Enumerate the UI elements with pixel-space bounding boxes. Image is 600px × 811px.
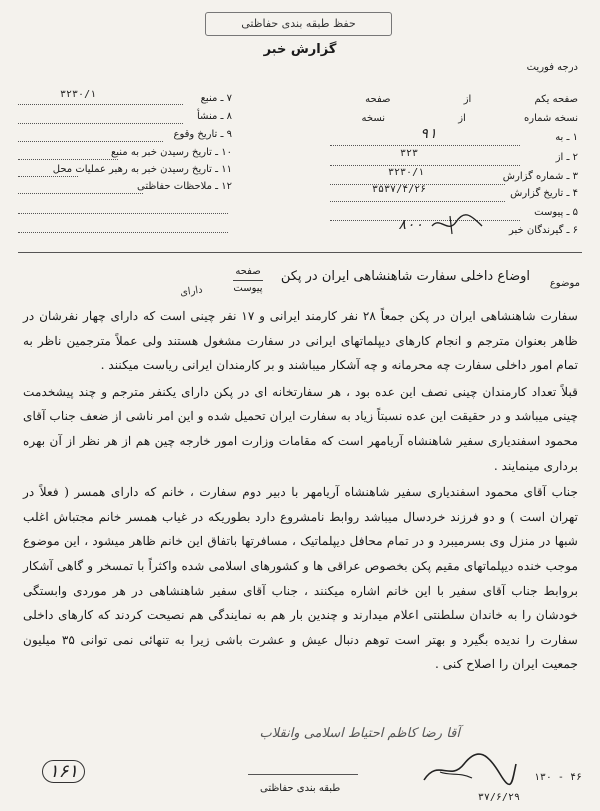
security-notes-label: ۱۲ ـ ملاحظات حفاظتی: [137, 181, 232, 192]
margin-note: دارای: [179, 284, 204, 299]
field-to: [555, 132, 578, 143]
origin-label: ۸ ـ منشأ: [196, 111, 232, 122]
bottom-code: ۴۶ - ۱۳۰: [533, 772, 582, 783]
source-value: ۳۲۳۰/۱: [60, 89, 97, 100]
signature-date: ۳۷/۶/۲۹: [477, 792, 520, 803]
report-number-value: ۳۲۳۰/۱: [388, 167, 425, 178]
source-label: ۷ ـ منبع: [200, 93, 232, 104]
news-to-leader-date-label: ۱۱ ـ تاریخ رسیدن خبر به رهبر عملیات محل: [52, 164, 232, 175]
page-word: صفحه: [365, 94, 391, 105]
dotted-line: [18, 176, 78, 177]
copy-row: [278, 113, 578, 124]
report-body: [23, 304, 578, 679]
field-origin: [197, 111, 232, 122]
body-paragraph-2: قبلاً تعداد کارمندان چینی نصف این عده بود ، هر سفارتخانه ای در پکن دارای یکنفر مترجم و چند پیشخدمت چینی میباشد و در حقیقت این عده نسبتاً زیاد به سفارت ایران تحمیل شده و این امر ناشی از ضعف جناب آقای محمود اسفندیاری سفیر شاهنشاه آریامهر است که مقامات وزارت امور خارجه چین هم از هر نظر از آن بهره برداری مینمایند .: [23, 384, 578, 473]
attachment-box: [233, 266, 263, 295]
occurrence-date-label: ۹ ـ تاریخ وقوع: [173, 129, 232, 140]
field-to-label: ۱ ـ به: [555, 132, 578, 143]
attachment-label: ۵ ـ پیوست: [534, 207, 578, 218]
body-paragraph-3: جناب آقای محمود اسفندیاری سفیر شاهنشاه آریامهر با دبیر دوم سفارت ، خانم که دارای همسر ( فعلاً در تهران است ) و دو فرزند خردسال میباشد روابط نامشروع دارد بطوریکه در غیاب همسر خانم مجتباش اغلب شبها در منزل وی بسرمیبرد و در تمام محافل دیپلماتیک ، مسافرتها باتفاق این خانم ظاهر میشود ، این موضوع موجب خنده دیپلماتهای مقیم پکن بخصوص عراقی ها و کشورهای اسلامی شده واکثراً با تمسخر و گاهی آشکار بروابط جناب آقای سفیر با این خانم اشاره میکنند ، جناب آقای سفیر شاهنشاهی در هر موردی وابستگی خودشان را به خاندان سلطنتی اعلام میدارند و چندین بار هم به نمایندگی هم نصیحت کردند که کارهای داخلی سفارت را ندیده بگیرد و بهتر است توهم دنبال عیش و عشرت باشی زیرا به تنهائی نمی توانی ۳۵ میلیون جمعیت ایران را اصلاح کنی .: [23, 485, 578, 672]
dotted-line: [18, 104, 183, 105]
dotted-line: [18, 141, 163, 142]
copy-label: نسخه شماره: [524, 113, 578, 124]
field-from: [556, 152, 578, 163]
field-recipients: [509, 225, 578, 236]
priority-label: درجه فوریت: [526, 62, 578, 73]
circled-number: ۱۶۱: [42, 760, 85, 783]
page-label: صفحه یکم: [534, 94, 578, 105]
subject-text: اوضاع داخلی سفارت شاهنشاهی ایران در پکن: [280, 269, 530, 284]
dotted-line: [18, 159, 118, 160]
dotted-line: [330, 145, 520, 146]
subject-label: موضوع: [549, 278, 580, 289]
handwritten-scribble: [430, 212, 485, 236]
dotted-line: [18, 123, 183, 124]
field-occurrence-date: [174, 129, 232, 140]
signature-icon: [420, 752, 520, 790]
field-to-value: ۹۱: [420, 126, 437, 142]
news-to-source-date-label: ۱۰ ـ تاریخ رسیدن خبر به منبع: [110, 147, 232, 158]
dotted-line: [330, 201, 505, 202]
field-report-date: [510, 188, 578, 199]
report-title: گزارش خبر: [263, 42, 337, 57]
dotted-line: [330, 220, 520, 221]
recipients-value: ۸۰۰: [398, 217, 424, 233]
recipients-label: ۶ ـ گیرندگان خبر: [508, 225, 578, 236]
dotted-line: [18, 193, 143, 194]
footer-classification: طبقه بندی حفاظتی: [260, 783, 341, 794]
field-news-to-source-date: [111, 147, 232, 158]
attachment-label: پیوست: [233, 283, 263, 294]
field-news-to-leader-date: [53, 164, 232, 175]
attachment-divider: [233, 280, 263, 281]
copy-from: از: [458, 113, 466, 124]
field-source: [201, 93, 232, 104]
report-date-value: ۳۵۳۷/۴/۲۶: [372, 184, 427, 195]
report-date-label: ۴ ـ تاریخ گزارش: [510, 188, 578, 199]
footer-line: [248, 774, 358, 775]
attachment-page-label: صفحه: [235, 266, 261, 277]
handwritten-note: آقا رضا کاظم احتیاط اسلامی وانقلاب: [259, 726, 460, 741]
divider: [18, 252, 582, 253]
dotted-line: [18, 213, 228, 214]
field-from-label: ۲ ـ از: [555, 152, 578, 163]
page-row: [278, 94, 578, 105]
page-from: از: [463, 94, 472, 105]
field-security-notes: [137, 181, 232, 192]
report-number-label: ۳ ـ شماره گزارش: [502, 171, 578, 182]
dotted-line: [18, 232, 228, 233]
field-report-number: [503, 171, 578, 182]
classification-stamp: حفظ طبقه بندی حفاظتی: [205, 12, 392, 36]
copy-word: نسخه: [361, 113, 386, 124]
dotted-line: [330, 165, 520, 166]
body-paragraph-1: سفارت شاهنشاهی ایران در پکن جمعاً ۲۸ نفر کارمند ایرانی و ۱۷ نفر چینی است که دارای چهار نفرشان در ظاهر بعنوان مترجم و انجام کارهای دیپلماتهای ایرانی در سفارت مشغول هستند ولی عملاً مترجمین ناظر به تمام امور داخلی سفارت چه محرمانه و چه آشکار میباشند و بر کارمندان ایرانی ریاست میکنند .: [23, 309, 578, 373]
field-from-value: ۳۲۳: [400, 148, 419, 159]
field-attachment: [534, 207, 578, 218]
